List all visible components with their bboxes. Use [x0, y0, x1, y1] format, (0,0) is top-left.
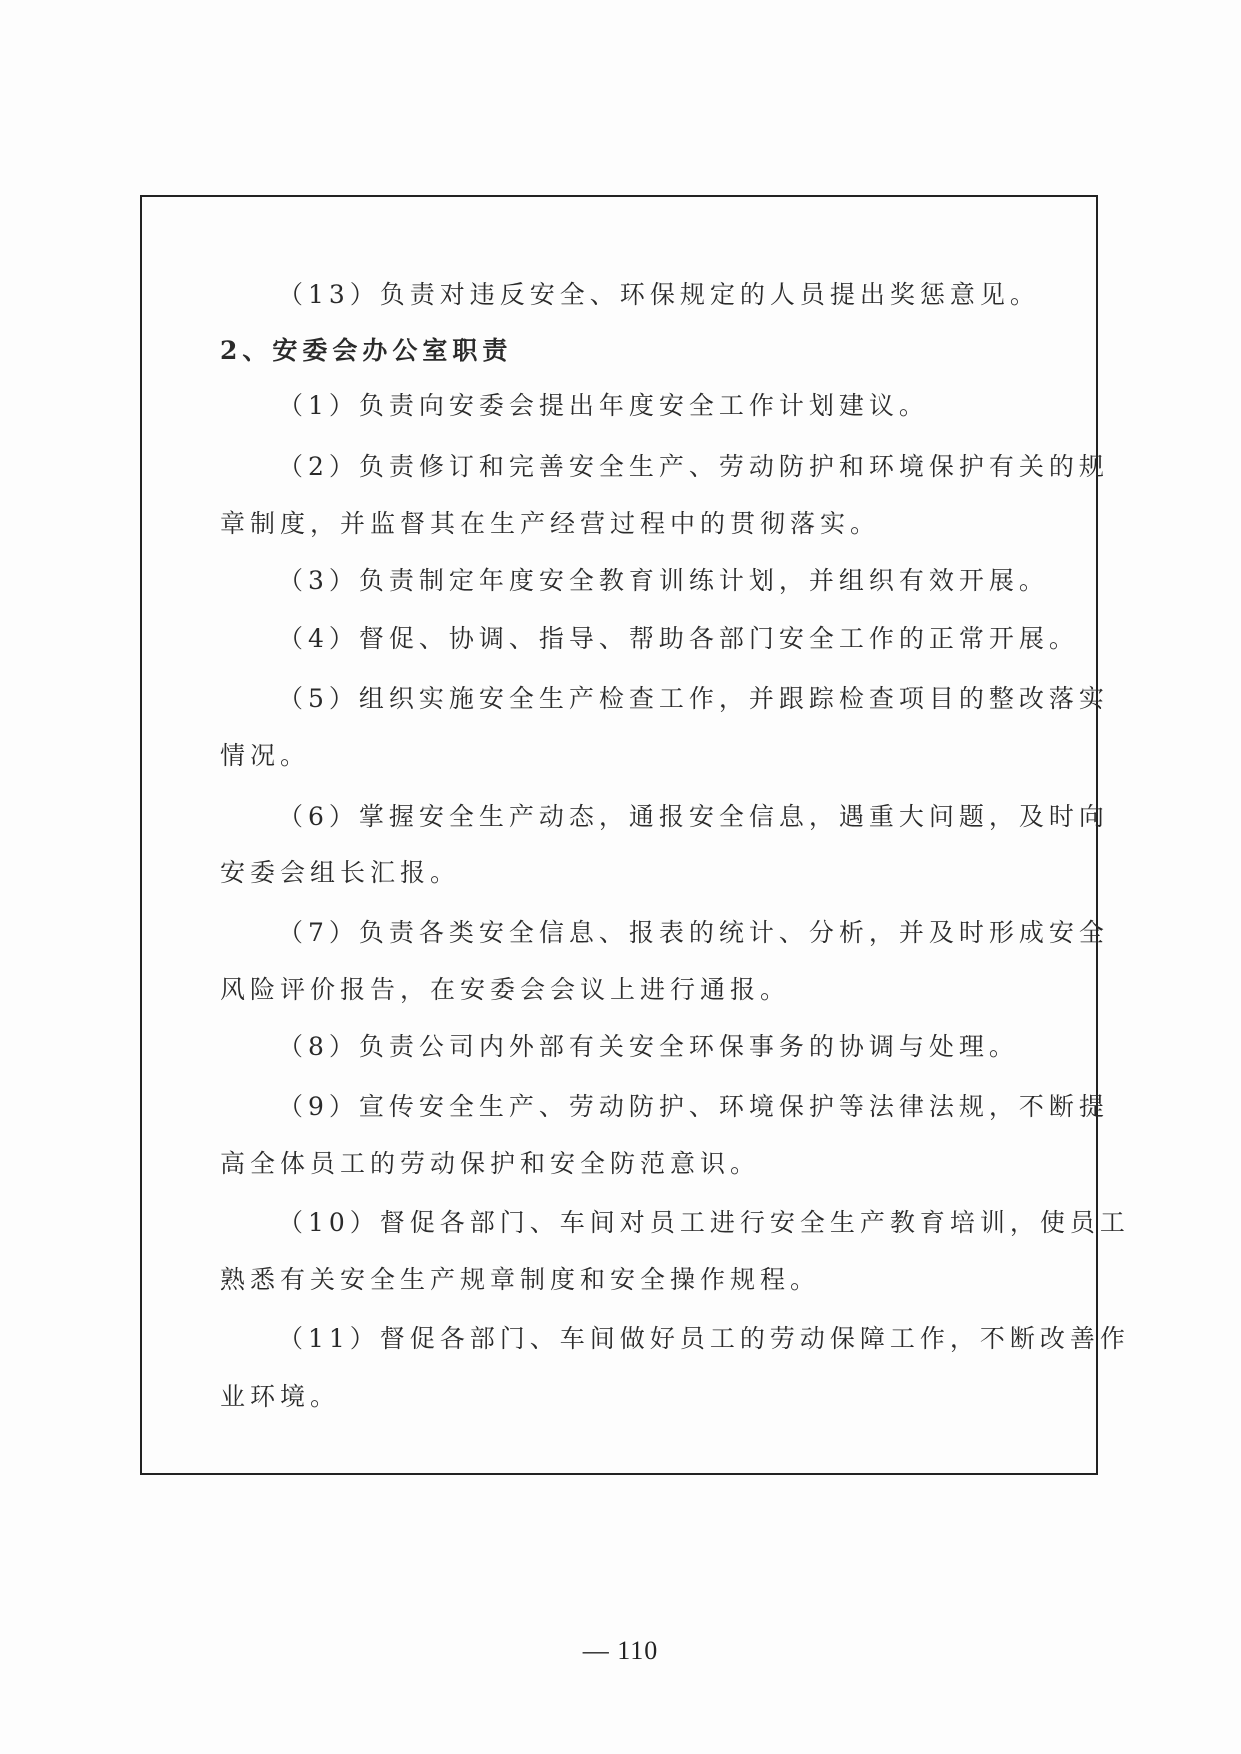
item-3-line-1: （3）负责制定年度安全教育训练计划，并组织有效开展。	[278, 566, 1049, 595]
item-9-line-2: 高全体员工的劳动保护和安全防范意识。	[220, 1149, 761, 1178]
item-2-line-1: （2）负责修订和完善安全生产、劳动防护和环境保护有关的规	[278, 452, 1109, 481]
item-11-line-2: 业环境。	[220, 1382, 341, 1411]
bordered-text-box	[140, 195, 1130, 1475]
page-number: — 110	[582, 1636, 659, 1665]
section-heading-office-duties: 2、安委会办公室职责	[220, 336, 513, 365]
item-9-line-1: （9）宣传安全生产、劳动防护、环境保护等法律法规，不断提	[278, 1092, 1109, 1121]
item-6-line-1: （6）掌握安全生产动态，通报安全信息，遇重大问题，及时向	[278, 802, 1109, 831]
item-7-line-1: （7）负责各类安全信息、报表的统计、分析，并及时形成安全	[278, 918, 1109, 947]
item-5-line-2: 情况。	[220, 741, 311, 770]
item-10-line-2: 熟悉有关安全生产规章制度和安全操作规程。	[220, 1265, 821, 1294]
item-2-line-2: 章制度，并监督其在生产经营过程中的贯彻落实。	[220, 509, 881, 538]
item-5-line-1: （5）组织实施安全生产检查工作，并跟踪检查项目的整改落实	[278, 684, 1109, 713]
item-1-line-1: （1）负责向安委会提出年度安全工作计划建议。	[278, 391, 929, 420]
item-13-line-1: （13）负责对违反安全、环保规定的人员提出奖惩意见。	[278, 280, 1040, 309]
item-6-line-2: 安委会组长汇报。	[220, 858, 461, 887]
item-11-line-1: （11）督促各部门、车间做好员工的劳动保障工作，不断改善作	[278, 1324, 1130, 1353]
item-7-line-2: 风险评价报告，在安委会会议上进行通报。	[220, 975, 791, 1004]
item-4-line-1: （4）督促、协调、指导、帮助各部门安全工作的正常开展。	[278, 624, 1079, 653]
item-8-line-1: （8）负责公司内外部有关安全环保事务的协调与处理。	[278, 1032, 1019, 1061]
item-10-line-1: （10）督促各部门、车间对员工进行安全生产教育培训，使员工	[278, 1208, 1130, 1237]
